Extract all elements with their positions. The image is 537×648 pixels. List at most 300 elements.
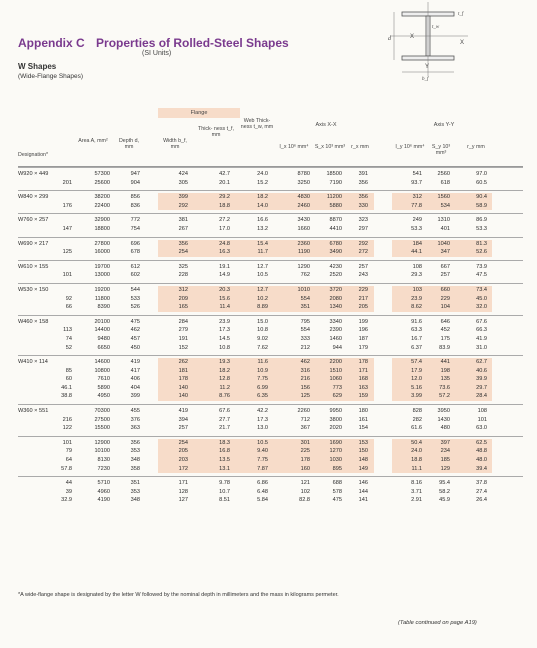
- cell-flange-width: 284: [178, 318, 188, 325]
- cell-ry: 48.0: [476, 457, 487, 464]
- cell-designation: 92: [65, 295, 72, 302]
- col-designation: Designation*: [18, 152, 49, 158]
- cell-rx: 229: [358, 286, 368, 293]
- cell-depth: 475: [130, 318, 140, 325]
- cell-designation: 52: [65, 344, 72, 351]
- cell-web-thickness: 7.75: [257, 457, 268, 464]
- cell-ix: 216: [300, 376, 310, 383]
- cell-depth: 856: [130, 194, 140, 201]
- cell-sy: 198: [440, 367, 450, 374]
- row-group: [18, 283, 523, 315]
- cell-area: 32900: [94, 217, 110, 224]
- cell-rx: 323: [358, 217, 368, 224]
- cell-rx: 178: [358, 359, 368, 366]
- cell-web-thickness: 6.86: [257, 480, 268, 487]
- cell-depth: 754: [130, 225, 140, 232]
- cell-depth: 526: [130, 304, 140, 311]
- cell-iy: 11.1: [411, 465, 422, 472]
- cell-depth: 348: [130, 457, 140, 464]
- table-row: [18, 303, 523, 312]
- cell-designation: 201: [62, 179, 72, 186]
- cell-iy: 23.9: [411, 295, 422, 302]
- cell-sx: 3720: [329, 286, 342, 293]
- cell-ix: 178: [300, 457, 310, 464]
- cell-ry: 63.0: [476, 425, 487, 432]
- cell-flange-thickness: 15.6: [219, 295, 230, 302]
- cell-sx: 895: [332, 465, 342, 472]
- cell-ix: 225: [300, 448, 310, 455]
- cell-iy: 249: [412, 217, 422, 224]
- cell-sx: 2390: [329, 327, 342, 334]
- cell-iy: 103: [412, 286, 422, 293]
- cell-iy: 282: [412, 416, 422, 423]
- cell-sy: 3950: [437, 408, 450, 415]
- cell-flange-width: 140: [178, 393, 188, 400]
- cell-flange-width: 356: [178, 240, 188, 247]
- cell-web-thickness: 11.7: [257, 249, 268, 256]
- cell-sy: 347: [440, 249, 450, 256]
- cell-depth: 533: [130, 295, 140, 302]
- cell-designation: 32.9: [61, 497, 72, 504]
- cell-sx: 688: [332, 480, 342, 487]
- table-row: [18, 424, 523, 433]
- cell-ix: 462: [300, 359, 310, 366]
- col-area: Area A, mm²: [78, 138, 108, 144]
- cell-area: 7610: [97, 376, 110, 383]
- cell-flange-thickness: 10.7: [219, 488, 230, 495]
- cell-ix: 554: [300, 327, 310, 334]
- table-row: [18, 479, 523, 488]
- cell-web-thickness: 11.6: [257, 359, 268, 366]
- cell-designation: W920 × 449: [18, 171, 49, 177]
- cell-ry: 86.9: [476, 217, 487, 224]
- cell-flange-width: 279: [178, 327, 188, 334]
- cell-depth: 399: [130, 393, 140, 400]
- cell-web-thickness: 9.40: [257, 448, 268, 455]
- cell-web-thickness: 5.84: [257, 497, 268, 504]
- cell-designation: W360 × 551: [18, 408, 49, 415]
- cell-ix: 212: [300, 344, 310, 351]
- cell-ry: 60.5: [476, 179, 487, 186]
- table-row: [18, 202, 523, 211]
- figure-label-x-right: X: [460, 40, 465, 46]
- cell-ix: 301: [300, 439, 310, 446]
- cell-sy: 1040: [437, 240, 450, 247]
- cell-sy: 667: [440, 263, 450, 270]
- cell-iy: 53.3: [411, 225, 422, 232]
- cell-web-thickness: 17.3: [257, 416, 268, 423]
- cell-flange-width: 419: [178, 408, 188, 415]
- cell-iy: 2.91: [411, 497, 422, 504]
- w-shape-figure: [380, 0, 500, 100]
- cell-flange-thickness: 10.8: [219, 344, 230, 351]
- cell-iy: 828: [412, 408, 422, 415]
- cell-area: 6650: [97, 344, 110, 351]
- cell-iy: 63.3: [411, 327, 422, 334]
- cell-depth: 358: [130, 465, 140, 472]
- table-row: [18, 263, 523, 272]
- cell-ix: 2460: [297, 202, 310, 209]
- cell-flange-width: 292: [178, 202, 188, 209]
- cell-sy: 660: [440, 286, 450, 293]
- cell-area: 14400: [94, 327, 110, 334]
- cell-web-thickness: 6.48: [257, 488, 268, 495]
- cell-ry: 28.4: [476, 393, 487, 400]
- cell-iy: 8.62: [411, 304, 422, 311]
- cell-web-thickness: 10.8: [257, 327, 268, 334]
- cell-designation: W690 × 217: [18, 240, 49, 247]
- cell-ix: 351: [300, 304, 310, 311]
- cell-rx: 141: [358, 497, 368, 504]
- cell-flange-thickness: 19.3: [219, 359, 230, 366]
- cell-iy: 541: [412, 171, 422, 177]
- cell-iy: 57.4: [411, 359, 422, 366]
- cell-sy: 401: [440, 225, 450, 232]
- cell-designation: 46.1: [61, 384, 72, 391]
- cell-depth: 417: [130, 367, 140, 374]
- cell-depth: 772: [130, 217, 140, 224]
- cell-ry: 73.9: [476, 263, 487, 270]
- cell-ix: 367: [300, 425, 310, 432]
- cell-flange-thickness: 18.3: [219, 439, 230, 446]
- properties-table: [18, 108, 523, 508]
- cell-ix: 762: [300, 272, 310, 279]
- table-row: [18, 392, 523, 401]
- cell-ix: 1010: [297, 286, 310, 293]
- cell-designation: 113: [63, 327, 72, 334]
- units-label: (SI Units): [142, 50, 172, 57]
- cell-sx: 1510: [329, 367, 342, 374]
- cell-sx: 2520: [329, 272, 342, 279]
- cell-depth: 356: [130, 439, 140, 446]
- cell-web-thickness: 12.7: [257, 263, 268, 270]
- figure-label-tf: t_f: [458, 12, 464, 17]
- cell-rx: 297: [358, 225, 368, 232]
- cell-flange-width: 228: [178, 272, 188, 279]
- row-group: [18, 260, 523, 283]
- cell-depth: 455: [130, 408, 140, 415]
- cell-ix: 121: [300, 480, 310, 487]
- cell-depth: 363: [130, 425, 140, 432]
- table-row: [18, 240, 523, 249]
- cell-web-thickness: 42.2: [257, 408, 268, 415]
- cell-depth: 904: [130, 179, 140, 186]
- cell-flange-thickness: 18.2: [219, 367, 230, 374]
- cell-area: 22400: [94, 202, 110, 209]
- cell-ix: 4830: [297, 194, 310, 201]
- cell-ix: 160: [300, 465, 310, 472]
- cell-depth: 462: [130, 327, 140, 334]
- cell-iy: 91.6: [411, 318, 422, 325]
- continued-note: (Table continued on page A19): [398, 620, 477, 626]
- cell-sx: 4410: [329, 225, 342, 232]
- cell-depth: 544: [130, 286, 140, 293]
- cell-sx: 629: [332, 393, 342, 400]
- cell-sx: 6780: [329, 240, 342, 247]
- cell-sx: 2080: [329, 295, 342, 302]
- cell-sy: 257: [440, 272, 450, 279]
- cell-flange-width: 128: [178, 488, 188, 495]
- cell-ry: 32.0: [476, 304, 487, 311]
- cell-sx: 1270: [329, 448, 342, 455]
- cell-ix: 125: [300, 393, 310, 400]
- cell-area: 8390: [97, 304, 110, 311]
- col-ry: r_y mm: [467, 144, 485, 150]
- cell-designation: W840 × 299: [18, 194, 49, 201]
- row-group: [18, 355, 523, 404]
- cell-ry: 108: [477, 408, 487, 415]
- cell-sx: 475: [332, 497, 342, 504]
- cell-area: 70300: [94, 408, 110, 415]
- cell-sx: 1460: [329, 335, 342, 342]
- cell-rx: 150: [358, 448, 368, 455]
- col-rx: r_x mm: [351, 144, 369, 150]
- col-iy: I_y 10⁶ mm⁴: [395, 144, 425, 150]
- cell-sy: 229: [440, 295, 450, 302]
- cell-ix: 82.8: [299, 497, 310, 504]
- cell-iy: 29.3: [411, 272, 422, 279]
- cell-area: 5890: [97, 384, 110, 391]
- cell-depth: 406: [130, 376, 140, 383]
- cell-ix: 712: [300, 416, 310, 423]
- table-row: [18, 286, 523, 295]
- cell-flange-width: 399: [178, 194, 188, 201]
- cell-web-thickness: 16.6: [257, 217, 268, 224]
- cell-ix: 2360: [297, 240, 310, 247]
- cell-ry: 66.3: [476, 327, 487, 334]
- col-ix: I_x 10⁶ mm⁴: [279, 144, 309, 150]
- cell-designation: 39: [65, 488, 72, 495]
- cell-rx: 217: [358, 295, 368, 302]
- cell-ix: 1660: [297, 225, 310, 232]
- cell-flange-thickness: 12.8: [219, 376, 230, 383]
- cell-flange-thickness: 20.3: [219, 286, 230, 293]
- cell-ix: 1190: [297, 249, 310, 256]
- cell-area: 7230: [97, 465, 110, 472]
- cell-sx: 944: [332, 344, 342, 351]
- cell-iy: 12.0: [411, 376, 422, 383]
- cell-area: 20100: [94, 318, 110, 325]
- cell-depth: 696: [130, 240, 140, 247]
- cell-depth: 678: [130, 249, 140, 256]
- cell-rx: 272: [358, 249, 368, 256]
- cell-ry: 53.3: [476, 225, 487, 232]
- cell-ix: 316: [300, 367, 310, 374]
- cell-area: 19200: [94, 286, 110, 293]
- row-group: [18, 476, 523, 508]
- table-row: [18, 225, 523, 234]
- table-row: [18, 193, 523, 202]
- figure-label-bf: b_f: [422, 77, 429, 82]
- cell-rx: 257: [358, 263, 368, 270]
- cell-rx: 330: [358, 202, 368, 209]
- cell-flange-width: 181: [178, 367, 188, 374]
- cell-rx: 292: [358, 240, 368, 247]
- table-row: [18, 326, 523, 335]
- cell-web-thickness: 18.2: [257, 194, 268, 201]
- cell-ry: 62.7: [476, 359, 487, 366]
- page-title: [18, 36, 289, 50]
- cell-flange-width: 152: [178, 344, 188, 351]
- cell-rx: 356: [358, 194, 368, 201]
- cell-web-thickness: 6.99: [257, 384, 268, 391]
- cell-flange-width: 205: [178, 448, 188, 455]
- cell-designation: 64: [65, 457, 72, 464]
- cell-rx: 163: [358, 384, 368, 391]
- cell-designation: 122: [62, 425, 72, 432]
- cell-designation: W460 × 158: [18, 318, 49, 325]
- cell-flange-width: 191: [178, 335, 188, 342]
- cell-depth: 450: [130, 344, 140, 351]
- cell-iy: 93.7: [411, 179, 422, 186]
- cell-flange-thickness: 19.1: [219, 263, 230, 270]
- cell-flange-thickness: 14.5: [219, 335, 230, 342]
- cell-flange-thickness: 27.2: [219, 217, 230, 224]
- cell-designation: 44: [65, 480, 72, 487]
- cell-ry: 90.4: [476, 194, 487, 201]
- cell-area: 4950: [97, 393, 110, 400]
- cell-rx: 168: [358, 376, 368, 383]
- cell-rx: 179: [358, 344, 368, 351]
- cell-sx: 7190: [329, 179, 342, 186]
- cell-rx: 196: [358, 327, 368, 334]
- cell-rx: 243: [358, 272, 368, 279]
- cell-ix: 3430: [297, 217, 310, 224]
- cell-sy: 2560: [437, 171, 450, 177]
- cell-sy: 1560: [437, 194, 450, 201]
- cell-ix: 2260: [297, 408, 310, 415]
- appendix-title: Properties of Rolled-Steel Shapes: [96, 36, 289, 50]
- table-row: [18, 447, 523, 456]
- cell-flange-width: 203: [178, 457, 188, 464]
- cell-designation: 85: [65, 367, 72, 374]
- cell-rx: 144: [358, 488, 368, 495]
- cell-web-thickness: 6.35: [257, 393, 268, 400]
- cell-rx: 205: [358, 304, 368, 311]
- cell-ry: 39.9: [476, 376, 487, 383]
- cell-flange-thickness: 11.4: [219, 304, 230, 311]
- col-width: Width b_f, mm: [163, 138, 187, 151]
- cell-iy: 24.0: [411, 448, 422, 455]
- cell-area: 14600: [94, 359, 110, 366]
- cell-ry: 62.5: [476, 439, 487, 446]
- cell-sy: 185: [440, 457, 450, 464]
- cell-flange-thickness: 8.76: [219, 393, 230, 400]
- cell-web-thickness: 10.5: [257, 272, 268, 279]
- cell-web-thickness: 15.4: [257, 240, 268, 247]
- cell-web-thickness: 24.0: [257, 171, 268, 177]
- row-group: [18, 436, 523, 476]
- cell-rx: 148: [358, 457, 368, 464]
- table-row: [18, 318, 523, 327]
- cell-sx: 9950: [329, 408, 342, 415]
- cell-web-thickness: 10.2: [257, 295, 268, 302]
- cell-flange-width: 127: [178, 497, 188, 504]
- row-group: [18, 213, 523, 236]
- cell-depth: 348: [130, 497, 140, 504]
- cell-flange-width: 257: [178, 425, 188, 432]
- cell-designation: W610 × 155: [18, 263, 49, 270]
- cell-flange-thickness: 17.0: [219, 225, 230, 232]
- cell-depth: 351: [130, 480, 140, 487]
- cell-sy: 480: [440, 425, 450, 432]
- cell-sx: 3800: [329, 416, 342, 423]
- table-row: [18, 271, 523, 280]
- cell-sy: 234: [440, 448, 450, 455]
- cell-ix: 3250: [297, 179, 310, 186]
- cell-flange-width: 140: [178, 384, 188, 391]
- cell-sx: 1060: [329, 376, 342, 383]
- cell-ry: 67.6: [476, 318, 487, 325]
- cell-depth: 353: [130, 448, 140, 455]
- cell-iy: 17.9: [411, 367, 422, 374]
- table-row: [18, 179, 523, 188]
- cell-flange-width: 394: [178, 416, 188, 423]
- col-depth: Depth d, mm: [118, 138, 140, 151]
- axis-x-group-label: Axis X-X: [315, 122, 337, 128]
- cell-area: 13000: [94, 272, 110, 279]
- row-group: [18, 404, 523, 436]
- table-row: [18, 335, 523, 344]
- cell-flange-width: 165: [178, 304, 188, 311]
- cell-sy: 646: [440, 318, 450, 325]
- table-row: [18, 465, 523, 474]
- cell-area: 4190: [97, 497, 110, 504]
- cell-area: 38200: [94, 194, 110, 201]
- cell-flange-thickness: 24.8: [219, 240, 230, 247]
- cell-flange-thickness: 11.2: [219, 384, 230, 391]
- cell-designation: 176: [62, 202, 72, 209]
- col-sx: S_x 10³ mm³: [314, 144, 346, 150]
- cell-flange-thickness: 27.7: [219, 416, 230, 423]
- cell-iy: 50.4: [411, 439, 422, 446]
- cell-rx: 199: [358, 318, 368, 325]
- cell-flange-width: 254: [178, 439, 188, 446]
- cell-depth: 602: [130, 272, 140, 279]
- cell-web-thickness: 7.75: [257, 376, 268, 383]
- col-flange-thickness: Thick- ness t_f, mm: [198, 126, 234, 139]
- cell-designation: 38.8: [61, 393, 72, 400]
- cell-designation: 101: [62, 439, 72, 446]
- cell-flange-thickness: 21.7: [219, 425, 230, 432]
- cell-sy: 1310: [437, 217, 450, 224]
- cell-ry: 52.6: [476, 249, 487, 256]
- cell-area: 27500: [94, 416, 110, 423]
- cell-designation: 66: [65, 304, 72, 311]
- cell-ry: 41.9: [476, 335, 487, 342]
- cell-area: 11800: [94, 295, 110, 302]
- cell-sx: 3490: [329, 249, 342, 256]
- cell-iy: 61.6: [411, 425, 422, 432]
- cell-sx: 578: [332, 488, 342, 495]
- cell-web-thickness: 15.2: [257, 179, 268, 186]
- cell-sy: 129: [440, 465, 450, 472]
- cell-sy: 175: [440, 335, 450, 342]
- table-row: [18, 216, 523, 225]
- cell-designation: 79: [65, 448, 72, 455]
- cell-ry: 101: [477, 416, 487, 423]
- table-row: [18, 496, 523, 505]
- section-title: W Shapes: [18, 62, 57, 71]
- cell-designation: W530 × 150: [18, 286, 49, 293]
- cell-rx: 153: [358, 439, 368, 446]
- table-row: [18, 488, 523, 497]
- cell-sx: 2200: [329, 359, 342, 366]
- cell-depth: 376: [130, 416, 140, 423]
- cell-flange-width: 305: [178, 179, 188, 186]
- cell-area: 12900: [94, 439, 110, 446]
- cell-ry: 37.8: [476, 480, 487, 487]
